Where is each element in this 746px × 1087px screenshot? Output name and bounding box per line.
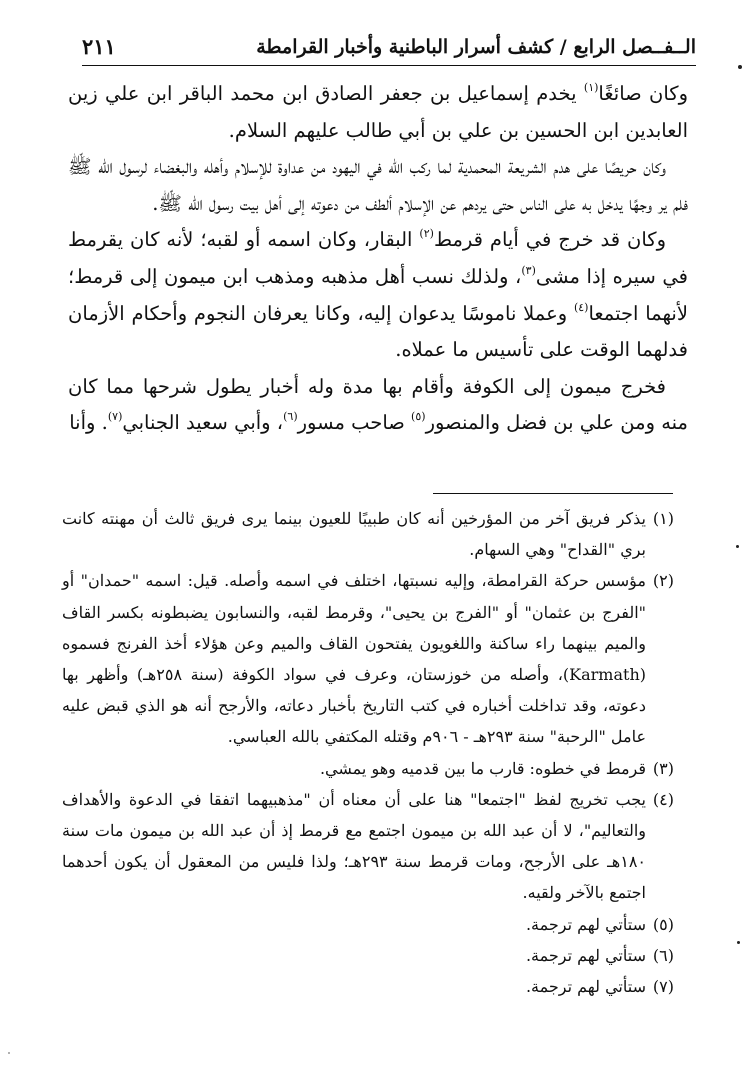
- footnote-text: مؤسس حركة القرامطة، وإليه نسبتها، اختلف في اسمه وأصله. قيل: اسمه "حمدان" أو "الفرج بن عثمان" أو "الفرج بن يحيى"، وقرمط لقبه، والنسابون يضبطونه بكسر القاف والميم بينهما راء ساكنة واللغويون يفتحون القاف والميم وعن هؤلاء أخذ الفرنج فسموه (Karmath)، وأصله من خوزستان، وعرف في سواد الكوفة (سنة ٢٥٨هـ) وأظهر بها دعوته، وقد تداخلت أخباره في كتب التاريخ بأخبار دعاته، والأرجح أنه هو الذي قبض عليه عامل "الرحبة" سنة ٢٩٣هـ - ٩٠٦م وقتله المكتفي بالله العباسي.: [62, 571, 646, 747]
- footnote-ref: (١): [583, 81, 599, 94]
- footnote-text: يجب تخريج لفظ "اجتمعا" هنا على أن معناه أن "مذهبيهما اتفقا في الدعوة والأهداف والتعاليم"، لا أن عبد الله بن ميمون اجتمع مع قرمط إذ أن عبد الله بن ميمون مات سنة ١٨٠هـ على الأرجح، ومات قرمط سنة ٢٩٣هـ؛ ولذا فليس من المعقول أن يكون أحدهما اجتمع بالآخر ولقيه.: [62, 789, 647, 903]
- footnote-separator: [433, 493, 673, 494]
- footnote-ref: (٢): [419, 227, 434, 241]
- footnote-ref: (٧): [107, 410, 123, 424]
- footnote-text: ستأتي لهم ترجمة.: [525, 914, 646, 934]
- footnote-text: قرمط في خطوه: قارب ما بين قدميه وهو يمشي.: [319, 758, 646, 778]
- scan-speck: [738, 65, 742, 69]
- footnote-text: ستأتي لهم ترجمة.: [525, 977, 646, 997]
- footnote-item: [62, 565, 674, 752]
- body-paragraph: وكان حريصًا على هدم الشريعة المحمدية لما ركب الله في اليهود من عداوة للإسلام وأهله والبغضاء لرسول الله ﷺ فلم ير وجهًا يدخل به على الناس حتى يردهم عن الإسلام ألطف من دعوته إلى أهل بيت رسول الله ﷺ.: [68, 155, 688, 215]
- footnote-ref: (٦): [283, 410, 298, 424]
- body-paragraph: وكان صائغًا$^{(١)}$ يخدم إسماعيل بن جعفر الصادق ابن محمد الباقر ابن علي زين العابدين ابن الحسين بن علي بن أبي طالب عليهم السلام.: [68, 81, 688, 142]
- footnote-item: [62, 784, 674, 909]
- footnote-number: (٧): [652, 977, 674, 997]
- footnote-number: (٤): [652, 789, 674, 809]
- footnote-item: [62, 971, 674, 1002]
- footnote-item: [62, 753, 674, 784]
- footnote-item: [62, 503, 674, 565]
- page-number: ٢١١: [82, 34, 116, 59]
- footnote-item: [62, 940, 674, 971]
- scan-speck: [737, 941, 740, 944]
- footnote-number: (٢): [652, 571, 674, 591]
- footnote-ref: (٥): [411, 410, 426, 424]
- footnote-number: (٥): [652, 914, 674, 934]
- main-text: [68, 76, 688, 442]
- footnote-number: (١): [652, 509, 674, 528]
- footnote-number: (٣): [652, 758, 674, 778]
- header-rule: [82, 65, 696, 66]
- body-paragraph: فخرج ميمون إلى الكوفة وأقام بها مدة وله أخبار يطول شرحها مما كان منه ومن علي بن فضل والمنصور$^{(٥)}$ صاحب مسور$^{(٦)}$، وأبي سعيد الجنابي$^{(٧)}$. وأنا: [68, 374, 688, 435]
- footnote-ref: (٤): [573, 300, 589, 314]
- footnote-number: (٦): [652, 945, 674, 965]
- footnote-text: ستأتي لهم ترجمة.: [525, 945, 646, 965]
- body-paragraph: وكان قد خرج في أيام قرمط$^{(٢)}$ البقار، وكان اسمه أو لقبه؛ لأنه كان يقرمط في سيره إذا مشى$^{(٣)}$، ولذلك نسب أهل مذهبه ومذهب ابن ميمون إلى قرمط؛ لأنهما اجتمعا$^{(٤)}$ وعملا ناموسًا يدعوان إليه، وكانا يعرفان النجوم وأحكام الأزمان فدلهما الوقت على تأسيس ما عملاه.: [68, 227, 689, 362]
- footnotes: [62, 503, 674, 1002]
- running-header: [82, 30, 696, 70]
- footnote-item: [62, 909, 674, 940]
- footnote-ref: (٣): [521, 263, 536, 277]
- scan-speck: [8, 1052, 10, 1054]
- running-header-title: الــفــصل الرابع / كشف أسرار الباطنية وأخبار القرامطة: [256, 36, 696, 58]
- scan-speck: [736, 545, 739, 548]
- footnote-text: يذكر فريق آخر من المؤرخين أنه كان طبيبًا للعيون بينما يرى فريق ثالث أن مهنته كانت بري "القداح" وهي السهام.: [62, 509, 646, 560]
